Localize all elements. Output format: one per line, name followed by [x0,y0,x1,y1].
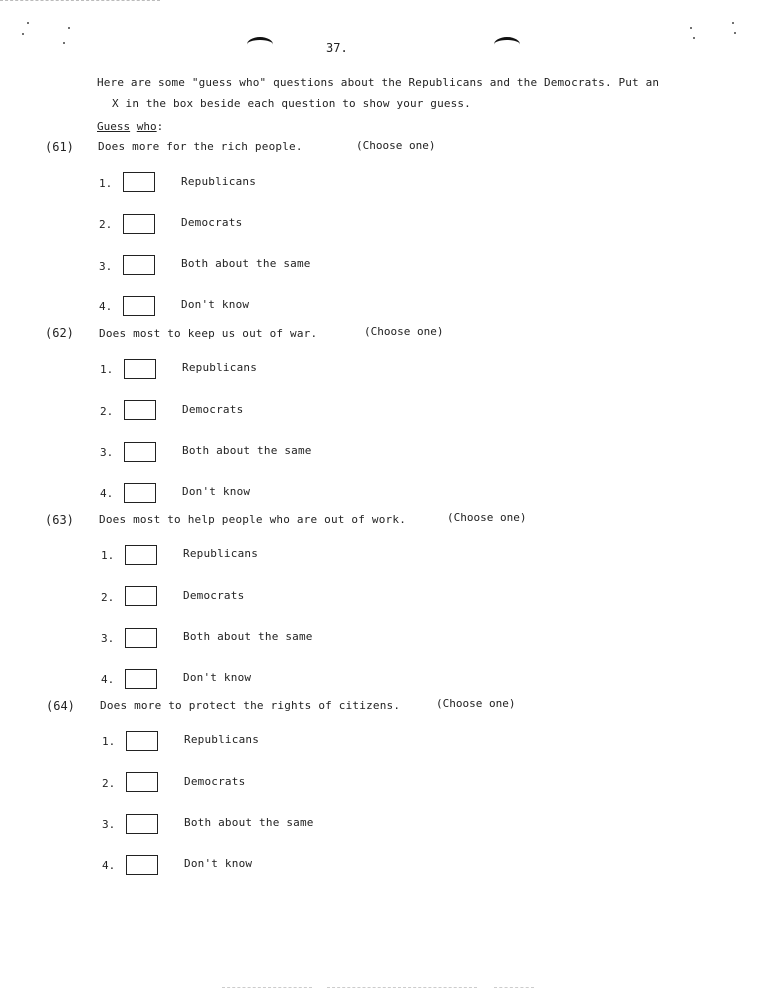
answer-checkbox-64-3[interactable] [126,814,158,834]
binder-hole-mark [494,37,520,52]
answer-checkbox-64-2[interactable] [126,772,158,792]
answer-checkbox-62-4[interactable] [124,483,156,503]
option-label: Both about the same [182,444,312,457]
guess-who-label-word-1: Guess [97,120,131,133]
option-number: 2. [102,777,116,790]
scan-edge-dashes [222,987,312,988]
guess-who-label-word-2: who [136,120,157,133]
option-number: 3. [102,818,116,831]
choose-one-note: (Choose one) [364,325,444,338]
binder-hole-mark [247,37,273,52]
guess-who-label-colon: : [156,120,164,133]
option-label: Republicans [184,733,260,746]
option-label: Don't know [181,298,250,311]
option-number: 4. [100,487,114,500]
scan-speck [690,27,692,29]
option-label: Democrats [181,216,243,229]
scan-speck [22,33,24,35]
option-label: Both about the same [184,816,314,829]
scan-edge-dashes [327,987,477,988]
question-text: Does most to keep us out of war. [99,327,318,340]
answer-checkbox-61-1[interactable] [123,172,155,192]
option-number: 2. [101,591,115,604]
option-number: 1. [102,735,116,748]
scan-edge-dashes [0,0,160,1]
guess-who-label [97,120,163,133]
question-number: (64) [46,699,75,713]
option-label: Democrats [184,775,246,788]
answer-checkbox-61-4[interactable] [123,296,155,316]
option-label: Don't know [184,857,253,870]
answer-checkbox-63-1[interactable] [125,545,157,565]
option-number: 2. [100,405,114,418]
option-number: 2. [99,218,113,231]
option-label: Republicans [181,175,257,188]
answer-checkbox-61-2[interactable] [123,214,155,234]
answer-checkbox-64-1[interactable] [126,731,158,751]
question-text: Does more for the rich people. [98,140,303,153]
choose-one-note: (Choose one) [447,511,527,524]
answer-checkbox-62-1[interactable] [124,359,156,379]
option-number: 4. [101,673,115,686]
option-label: Republicans [182,361,258,374]
question-number: (62) [45,326,74,340]
answer-checkbox-64-4[interactable] [126,855,158,875]
option-label: Republicans [183,547,259,560]
option-label: Both about the same [181,257,311,270]
question-number: (61) [45,140,74,154]
option-label: Both about the same [183,630,313,643]
answer-checkbox-62-2[interactable] [124,400,156,420]
option-label: Don't know [182,485,251,498]
instructions-line-2: X in the box beside each question to show your guess. [112,97,471,110]
answer-checkbox-63-2[interactable] [125,586,157,606]
scan-edge-dashes [494,987,534,988]
page-number: 37. [326,41,348,55]
option-number: 3. [99,260,113,273]
answer-checkbox-62-3[interactable] [124,442,156,462]
option-label: Democrats [183,589,245,602]
option-number: 1. [101,549,115,562]
option-label: Don't know [183,671,252,684]
option-number: 4. [99,300,113,313]
option-label: Democrats [182,403,244,416]
option-number: 1. [99,177,113,190]
scan-speck [734,32,736,34]
option-number: 1. [100,363,114,376]
scan-speck [732,22,734,24]
option-number: 3. [101,632,115,645]
scan-speck [68,27,70,29]
instructions-line-1: Here are some "guess who" questions about the Republicans and the Democrats. Put an [97,76,660,89]
answer-checkbox-63-3[interactable] [125,628,157,648]
question-text: Does more to protect the rights of citizens. [100,699,401,712]
scan-speck [693,37,695,39]
question-number: (63) [45,513,74,527]
answer-checkbox-61-3[interactable] [123,255,155,275]
scan-speck [63,42,65,44]
scan-speck [27,22,29,24]
option-number: 3. [100,446,114,459]
option-number: 4. [102,859,116,872]
choose-one-note: (Choose one) [436,697,516,710]
question-text: Does most to help people who are out of work. [99,513,407,526]
choose-one-note: (Choose one) [356,139,436,152]
answer-checkbox-63-4[interactable] [125,669,157,689]
